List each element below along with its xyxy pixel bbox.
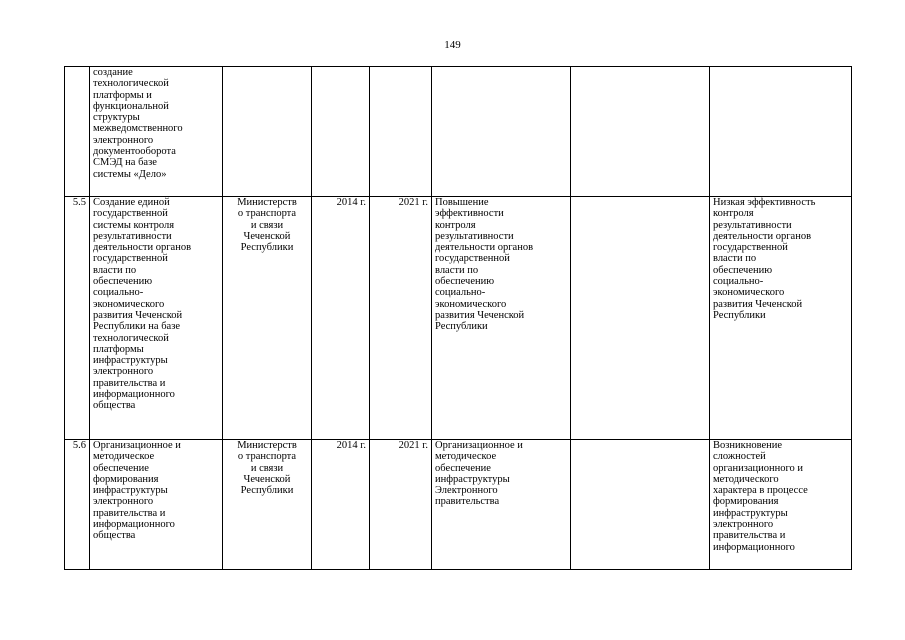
expected-result: Организационное и методическое обеспечение инфраструктуры Электронного правительства (432, 440, 571, 570)
start-year: 2014 г. (312, 440, 370, 570)
end-year (370, 67, 432, 197)
end-year: 2021 г. (370, 440, 432, 570)
risk-description (710, 67, 852, 197)
empty-cell (571, 67, 710, 197)
page-number: 149 (444, 39, 461, 51)
start-year: 2014 г. (312, 197, 370, 440)
risk-description: Возникновение сложностей организационного и методического характера в процессе формирования инфраструктуры электронного правительства и информационного (710, 440, 852, 570)
row-number: 5.5 (65, 197, 90, 440)
start-year (312, 67, 370, 197)
expected-result (432, 67, 571, 197)
empty-cell (571, 197, 710, 440)
responsible-executor (223, 67, 312, 197)
end-year: 2021 г. (370, 197, 432, 440)
table-row (65, 440, 852, 570)
row-number: 5.6 (65, 440, 90, 570)
program-table (64, 66, 852, 570)
risk-description: Низкая эффективность контроля результативности деятельности органов государственной власти по обеспечению социально- экономического развития Чеченской Республики (710, 197, 852, 440)
empty-cell (571, 440, 710, 570)
measure-name: Организационное и методическое обеспечение формирования инфраструктуры электронного правительства и информационного общества (90, 440, 223, 570)
responsible-executor: Министерств о транспорта и связи Чеченской Республики (223, 440, 312, 570)
table-row (65, 67, 852, 197)
expected-result: Повышение эффективности контроля результативности деятельности органов государственной власти по обеспечению социально- экономического развития Чеченской Республики (432, 197, 571, 440)
row-number (65, 67, 90, 197)
measure-name: создание технологической платформы и функциональной структуры межведомственного электронного документооборота СМЭД на базе системы «Дело» (90, 67, 223, 197)
table-row (65, 197, 852, 440)
responsible-executor: Министерств о транспорта и связи Чеченской Республики (223, 197, 312, 440)
measure-name: Создание единой государственной системы контроля результативности деятельности органов государственной власти по обеспечению социально- экономического развития Чеченской Республики на базе технологической платформы инфраструктуры электронного правительства и информационного общества (90, 197, 223, 440)
